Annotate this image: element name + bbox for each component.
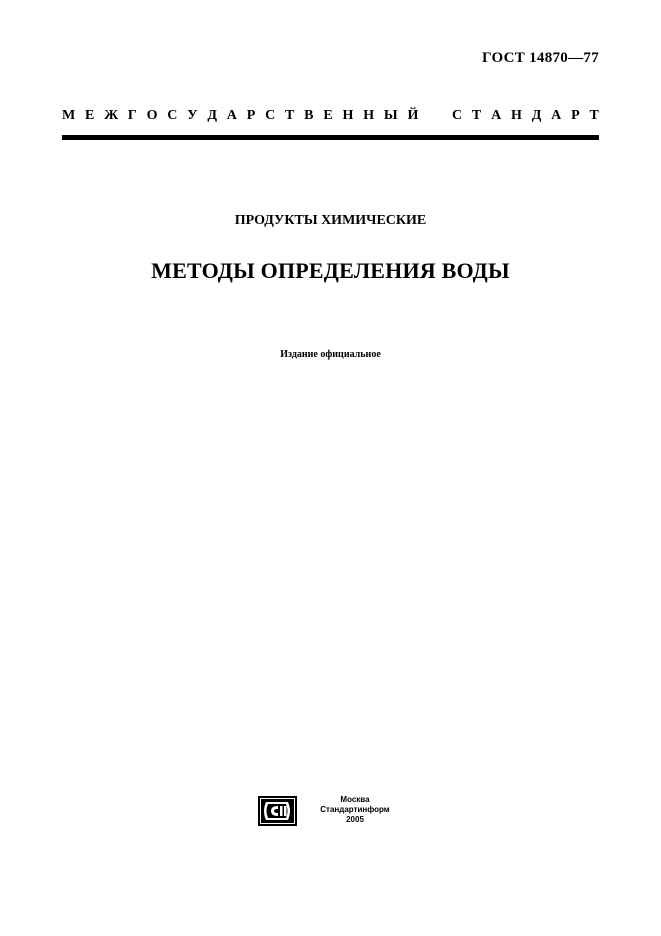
standard-type-letter: Ж xyxy=(104,108,119,123)
document-number: ГОСТ 14870—77 xyxy=(481,50,599,66)
standard-type-letter: У xyxy=(187,108,198,123)
standard-type-letter: Е xyxy=(85,108,95,123)
standard-type-letter: Т xyxy=(471,108,482,123)
standard-type-gap xyxy=(428,107,442,125)
imprint-city: Москва xyxy=(340,795,370,804)
standard-type-heading xyxy=(62,107,599,125)
standard-type-letter: Г xyxy=(127,108,137,123)
standard-type-letter: Е xyxy=(323,108,333,123)
standard-type-letter: Ы xyxy=(383,108,398,123)
header-divider xyxy=(62,135,599,140)
standard-type-letter: Р xyxy=(246,108,256,123)
publisher-imprint xyxy=(312,795,398,825)
imprint-year: 2005 xyxy=(346,815,364,824)
standard-type-letter: Д xyxy=(207,108,217,123)
imprint-publisher: Стандартинформ xyxy=(320,805,390,814)
standard-type-letter: Н xyxy=(363,108,375,123)
standard-type-letter: С xyxy=(265,108,276,123)
standard-type-letter: Н xyxy=(342,108,354,123)
standard-type-letter: Т xyxy=(589,108,599,123)
edition-note: Издание официальное xyxy=(280,349,381,360)
standard-type-letter: В xyxy=(304,108,314,123)
standard-type-letter: Н xyxy=(511,108,522,123)
standard-type-letter: С xyxy=(167,108,178,123)
standard-type-letter: А xyxy=(491,108,502,123)
standard-type-letter: М xyxy=(62,108,76,123)
standard-type-letter: Р xyxy=(571,108,580,123)
document-subtitle: ПРОДУКТЫ ХИМИЧЕСКИЕ xyxy=(234,213,427,228)
standard-type-letter: Й xyxy=(407,108,419,123)
standard-type-letter: А xyxy=(551,108,562,123)
document-title: МЕТОДЫ ОПРЕДЕЛЕНИЯ ВОДЫ xyxy=(151,258,510,283)
standard-type-letter: С xyxy=(451,108,463,123)
standartinform-logo-icon xyxy=(258,796,297,826)
standard-type-letter: О xyxy=(146,108,158,123)
standard-type-letter: Д xyxy=(531,108,542,123)
standard-type-letter: Т xyxy=(285,108,295,123)
standard-type-letter: А xyxy=(226,108,237,123)
